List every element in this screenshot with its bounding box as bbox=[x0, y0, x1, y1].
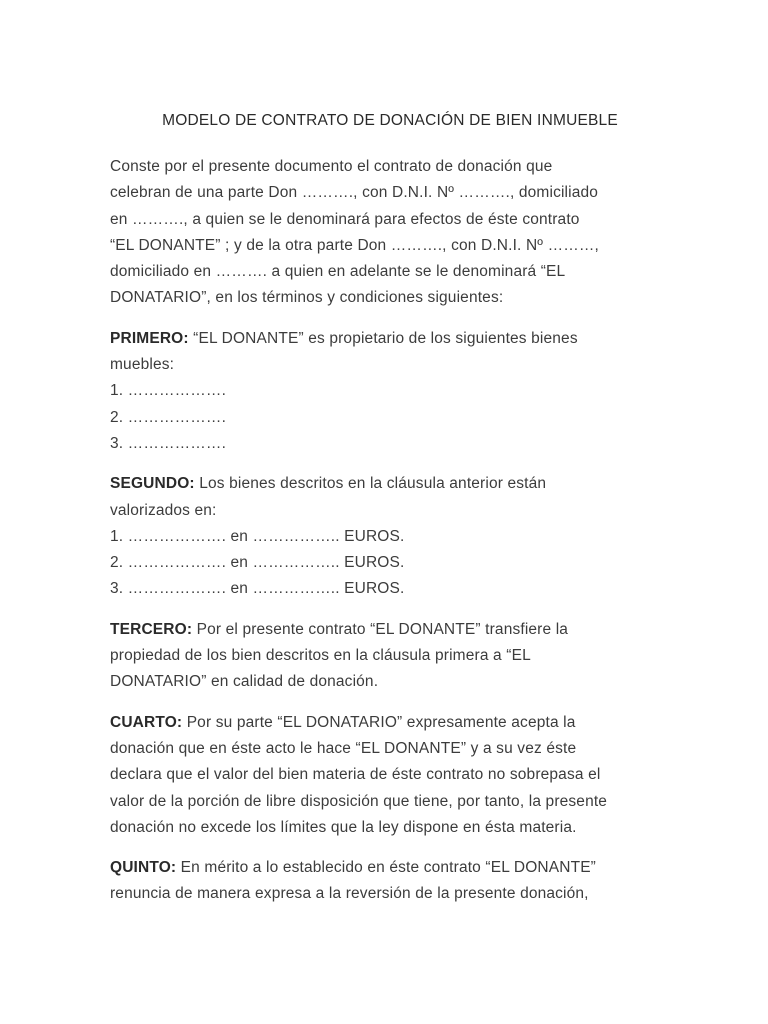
clause-quinto bbox=[110, 855, 670, 908]
list-item: 2. ………………. en …………….. EUROS. bbox=[110, 554, 405, 572]
list-item: 2. ………………. bbox=[110, 408, 227, 426]
clause-label: PRIMERO: bbox=[110, 329, 189, 347]
clause-text: En mérito a lo establecido en éste contrato “EL DONANTE” bbox=[176, 859, 596, 877]
clause-line: renuncia de manera expresa a la reversión de la presente donación, bbox=[110, 885, 589, 903]
intro-paragraph bbox=[110, 154, 670, 312]
clause-label: SEGUNDO: bbox=[110, 475, 195, 493]
clause-line: muebles: bbox=[110, 356, 175, 374]
clause-first-line bbox=[110, 471, 670, 497]
clause-cuarto bbox=[110, 710, 670, 841]
intro-line: Conste por el presente documento el contrato de donación que bbox=[110, 158, 553, 175]
clause-segundo bbox=[110, 471, 670, 602]
clause-text: Por su parte “EL DONATARIO” expresamente acepta la bbox=[182, 713, 576, 731]
list-item: 3. ………………. en …………….. EUROS. bbox=[110, 580, 405, 598]
clause-first-line bbox=[110, 617, 670, 643]
clause-line: declara que el valor del bien materia de éste contrato no sobrepasa el bbox=[110, 766, 601, 784]
clause-tercero bbox=[110, 617, 670, 696]
clause-text: “EL DONANTE” es propietario de los siguientes bienes bbox=[188, 329, 578, 347]
clause-line: valorizados en: bbox=[110, 501, 217, 519]
list-item: 1. ………………. bbox=[110, 382, 227, 400]
clause-primero bbox=[110, 326, 670, 457]
document-body bbox=[110, 108, 670, 922]
clause-line: donación no excede los límites que la ley dispone en ésta materia. bbox=[110, 818, 577, 836]
list-item: 3. ………………. bbox=[110, 434, 227, 452]
list-item: 1. ………………. en …………….. EUROS. bbox=[110, 527, 405, 545]
intro-line: celebran de una parte Don ………., con D.N.I. Nº ………., domiciliado bbox=[110, 184, 599, 202]
document-title: MODELO DE CONTRATO DE DONACIÓN DE BIEN INMUEBLE bbox=[162, 112, 618, 129]
clause-label: TERCERO: bbox=[110, 620, 193, 638]
clause-line: DONATARIO” en calidad de donación. bbox=[110, 673, 379, 691]
clause-line: propiedad de los bien descritos en la cláusula primera a “EL bbox=[110, 647, 531, 665]
clause-first-line bbox=[110, 855, 670, 881]
clause-line: donación que en éste acto le hace “EL DONANTE” y a su vez éste bbox=[110, 739, 577, 757]
intro-line: domiciliado en ………. a quien en adelante se le denominará “EL bbox=[110, 263, 566, 281]
clause-text: Por el presente contrato “EL DONANTE” transfiere la bbox=[192, 620, 569, 638]
intro-line: en ………., a quien se le denominará para efectos de éste contrato bbox=[110, 210, 580, 228]
intro-line: “EL DONANTE” ; y de la otra parte Don ………., con D.N.I. Nº ………, bbox=[110, 236, 599, 254]
clause-label: QUINTO: bbox=[110, 859, 177, 877]
clause-line: valor de la porción de libre disposición que tiene, por tanto, la presente bbox=[110, 792, 608, 810]
clause-label: CUARTO: bbox=[110, 713, 183, 731]
clause-first-line bbox=[110, 326, 670, 352]
clause-first-line bbox=[110, 710, 670, 736]
clause-text: Los bienes descritos en la cláusula anterior están bbox=[194, 475, 547, 493]
intro-line: DONATARIO”, en los términos y condiciones siguientes: bbox=[110, 289, 504, 307]
